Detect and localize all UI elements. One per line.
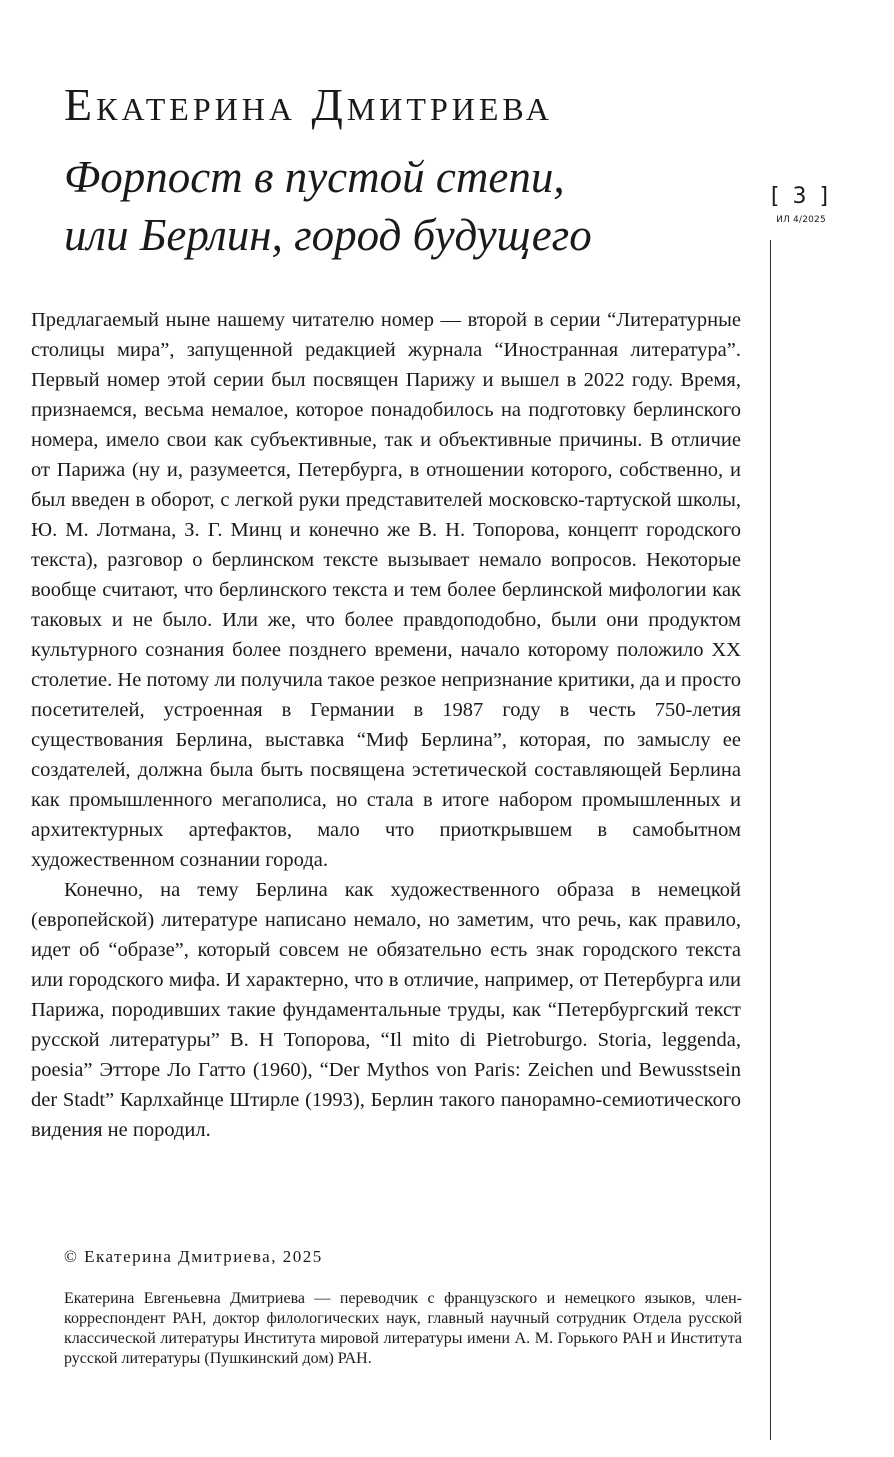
title-line-2: или Берлин, город будущего <box>64 210 592 260</box>
copyright-notice: © Екатерина Дмитриева, 2025 <box>64 1247 323 1266</box>
page-marker <box>765 186 837 225</box>
article-title <box>64 148 744 264</box>
page-number: [ 3 ] <box>770 184 832 209</box>
paragraph-2: Конечно, на тему Берлина как художественного образа в немецкой (европейской) литературе написано немало, но заметим, что речь, как правило, идет об “образе”, который совсем не обязательно есть знак городского текста или городского мифа. И характерно, что в отличие, например, от Петербурга или Парижа, породивших такие фундаментальные труды, как “Петербургский текст русской литературы” В. Н Топорова, “Il mito di Pietroburgo. Storia, leggenda, poesia” Этторе Ло Гатто (1960), “Der Mythos von Paris: Zeichen und Bewusstsein der Stadt” Карлхайнце Штирле (1993), Берлин такого панорамно-семиотического видения не породил. <box>31 879 741 1141</box>
issue-label: ИЛ 4/2025 <box>776 215 826 225</box>
author-name: Екатерина Дмитриева <box>64 79 553 130</box>
article-body <box>31 305 741 1145</box>
title-line-1: Форпост в пустой степи, <box>64 152 565 202</box>
margin-rule <box>770 240 771 1440</box>
author-bio: Екатерина Евгеньевна Дмитриева — переводчик с французского и немецкого языков, член-корреспондент РАН, доктор филологических наук, главный научный сотрудник Отдела русской классической литературы Института мировой литературы имени А. М. Горького РАН и Института русской литературы (Пушкинский дом) РАН. <box>64 1290 742 1367</box>
paragraph-1: Предлагаемый ныне нашему читателю номер — второй в серии “Литературные столицы мира”, запущенной редакцией журнала “Иностранная литература”. Первый номер этой серии был посвящен Парижу и вышел в 2022 году. Время, признаемся, весьма немалое, которое понадобилось на подготовку берлинского номера, имело свои как субъективные, так и объективные причины. В отличие от Парижа (ну и, разумеется, Петербурга, в отношении которого, собственно, и был введен в оборот, с легкой руки представителей московско-тартуской школы, Ю. М. Лотмана, З. Г. Минц и конечно же В. Н. Топорова, концепт городского текста), разговор о берлинском тексте вызывает немало вопросов. Некоторые вообще считают, что берлинского текста и тем более берлинской мифологии как таковых и не было. Или же, что более правдоподобно, были они продуктом культурного сознания более позднего времени, начало которому положило XX столетие. Не потому ли получила такое резкое непризнание критики, да и просто посетителей, устроенная в Германии в 1987 году в честь 750-летия существования Берлина, выставка “Миф Берлина”, которая, по замыслу ее создателей, должна была быть посвящена эстетической составляющей Берлина как промышленного мегаполиса, но стала в итоге набором промышленных и архитектурных артефактов, мало что приоткрывшем в самобытном художественном сознании города. <box>31 309 741 871</box>
